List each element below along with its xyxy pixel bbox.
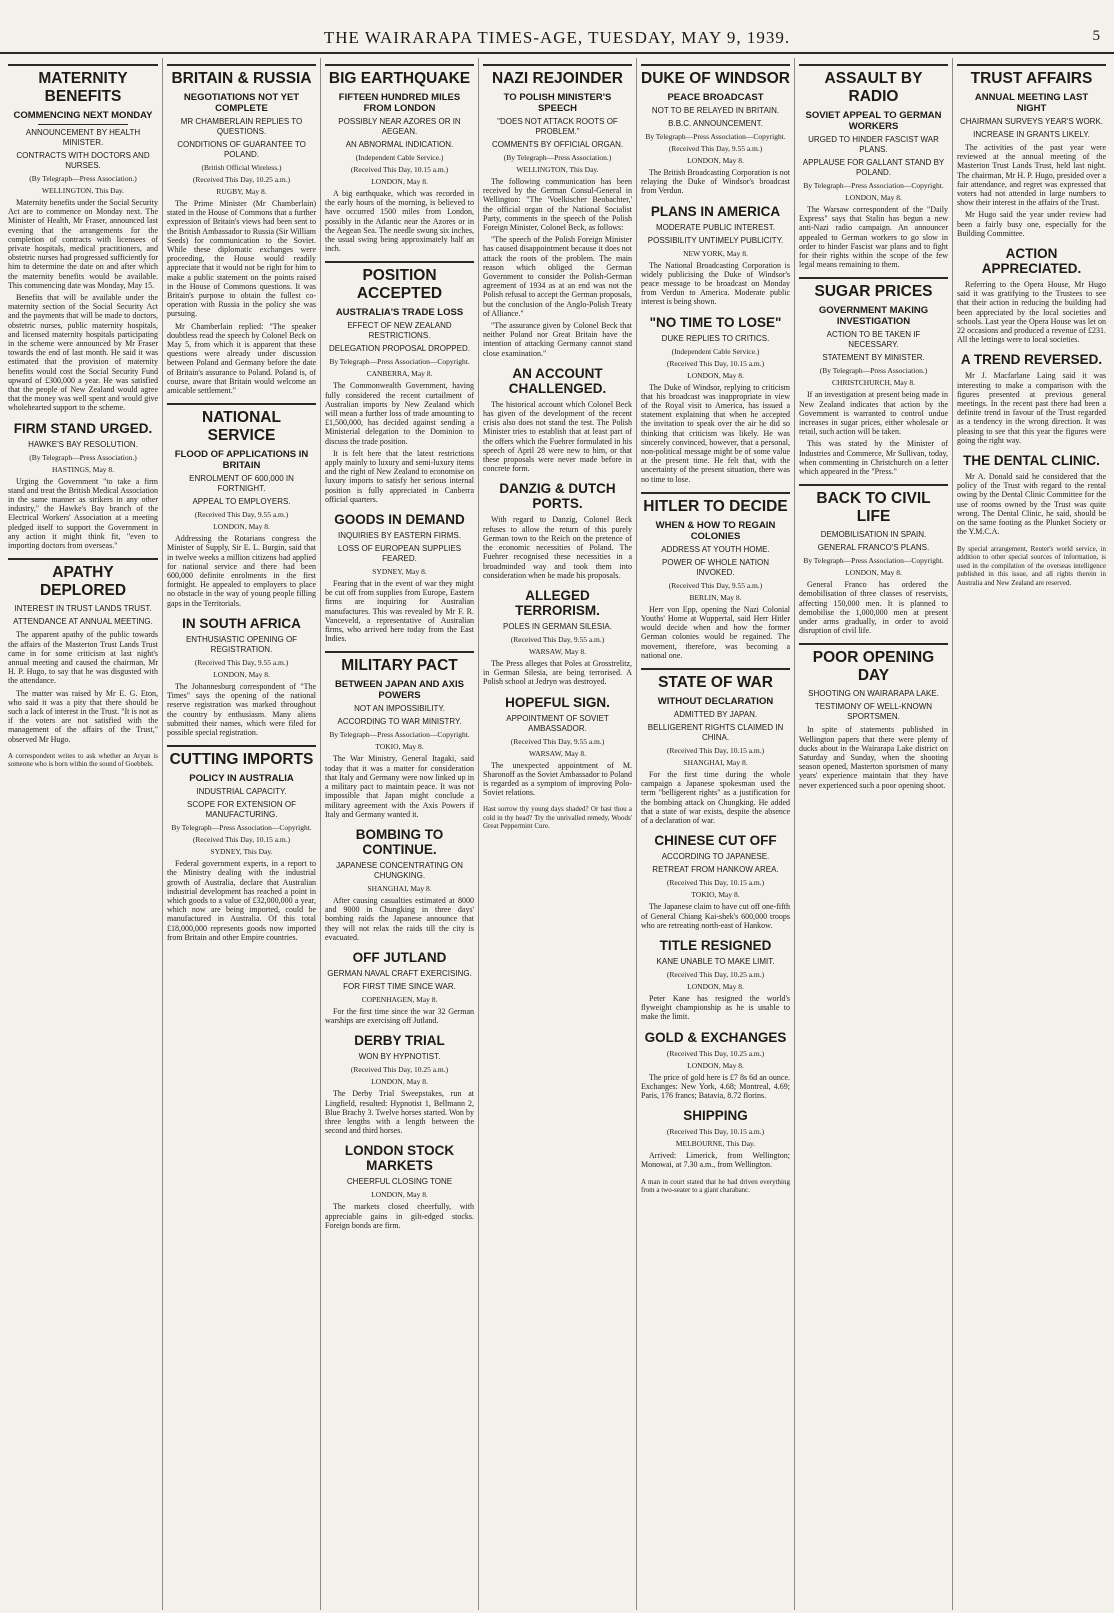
body-paragraph: The markets closed cheerfully, with appreciable gains in gilt-edged stocks. Foreign bonds are firm. bbox=[325, 1202, 474, 1230]
column-2 bbox=[162, 58, 320, 1610]
credit-line: By Telegraph—Press Association—Copyright. bbox=[329, 730, 470, 740]
headline: BRITAIN & RUSSIA bbox=[167, 64, 316, 88]
deck: PEACE BROADCAST bbox=[667, 92, 764, 103]
article-shipping bbox=[641, 1108, 790, 1169]
headline: BOMBING TO CONTINUE. bbox=[355, 826, 444, 857]
deck: ACTION TO BE TAKEN IF NECESSARY. bbox=[826, 330, 921, 350]
deck: EFFECT OF NEW ZEALAND RESTRICTIONS. bbox=[347, 321, 452, 341]
article-maternity-benefits bbox=[8, 64, 158, 413]
headline: SHIPPING bbox=[683, 1108, 748, 1124]
body-paragraph: The Derby Trial Sweepstakes, run at Lingfield, resulted: Hypnotist 1, Bellmann 2, Blue Brachy 3. Twelve horses started. Won by three lengths with a length between the second and third horses. bbox=[325, 1089, 474, 1136]
deck: NEGOTIATIONS NOT YET COMPLETE bbox=[183, 92, 300, 114]
deck: STATEMENT BY MINISTER. bbox=[822, 353, 925, 363]
deck: SCOPE FOR EXTENSION OF MANUFACTURING. bbox=[187, 800, 296, 820]
headline: MILITARY PACT bbox=[325, 651, 474, 675]
body-paragraph: Addressing the Rotarians congress the Minister of Supply, Sir E. L. Burgin, said that in twelve weeks a million citizens had applied for national service and there had been 600,000 definite enrolments in the first fortnight. He appealed to employers to place no obstacle in the way of young people filling gaps in the Territorials. bbox=[167, 534, 316, 608]
dateline: LONDON, May 8. bbox=[687, 1060, 744, 1070]
deck: CONDITIONS OF GUARANTEE TO POLAND. bbox=[177, 140, 306, 159]
body-paragraph: The Warsaw correspondent of the "Daily Express" says that Stalin has begun a new anti-Nazi radio campaign. An announcer appealed to German workers to go slow in order to hinder Fascist war plans and to fight for their rights within the scope of the few legal means remaining to them. bbox=[799, 205, 948, 270]
headline: ACTION APPRECIATED. bbox=[981, 246, 1082, 277]
deck: JAPANESE CONCENTRATING ON CHUNGKING. bbox=[336, 860, 463, 880]
body-paragraph: The War Ministry, General Itagaki, said today that it was a matter for consideration that Italy and Germany were now linked up in a military pact to maintain peace. It was not impossible that Japan might conclude a military agreement with the Axis Powers if Italy and Germany wanted it. bbox=[325, 754, 474, 819]
headline: ASSAULT BY RADIO bbox=[799, 64, 948, 106]
divider bbox=[38, 124, 128, 125]
credit-line: (By Telegraph—Press Association.) bbox=[29, 174, 137, 183]
body-paragraph: The apparent apathy of the public towards the affairs of the Masterton Trust Lands Trust came in for some criticism at last night's annual meeting and caused the chairman, Mr H. P. Hugo, to say that he was disgusted with the attendance. bbox=[8, 630, 158, 686]
body-paragraph: After causing casualties estimated at 8000 and 9000 in Chungking in three days' bombing raids the Japanese announce that they will not relax the raids till the city is evacuated. bbox=[325, 895, 474, 942]
deck: FIFTEEN HUNDRED MILES FROM LONDON bbox=[338, 92, 461, 114]
article-goods-in-demand bbox=[325, 512, 474, 643]
column-1 bbox=[4, 58, 162, 1610]
body-paragraph: "The speech of the Polish Foreign Minister has caused disappointment because it does not attack the roots of the problem. The main reason which obliged the German Government to consider the Polish-German agreement of 1934 as at an end was not the Polish refusal to accept the German proposals, but the conclusion of the Anglo-Polish Treaty of Alliance." bbox=[483, 235, 632, 318]
article-nazi-rejoinder bbox=[483, 64, 632, 358]
deck: HAWKE'S BAY RESOLUTION. bbox=[28, 439, 138, 449]
article-national-service bbox=[167, 403, 316, 608]
deck: NOT AN IMPOSSIBILITY. bbox=[354, 704, 445, 714]
headline: OFF JUTLAND bbox=[352, 949, 447, 965]
headline: FIRM STAND URGED. bbox=[13, 420, 153, 436]
article-plans-in-america bbox=[641, 204, 790, 307]
article-state-of-war bbox=[641, 668, 790, 825]
received-line: (Received This Day, 10.15 a.m.) bbox=[350, 165, 449, 174]
deck: FOR FIRST TIME SINCE WAR. bbox=[343, 981, 456, 991]
headline: HITLER TO DECIDE bbox=[641, 492, 790, 516]
received-line: (Received This Day, 10.25 a.m.) bbox=[666, 1048, 765, 1058]
masthead bbox=[0, 0, 1114, 54]
credit-line: (By Telegraph—Press Association.) bbox=[503, 153, 612, 162]
credit-line: (British Official Wireless.) bbox=[201, 163, 282, 172]
deck: INDUSTRIAL CAPACITY. bbox=[196, 787, 287, 797]
article-chinese-cut-off bbox=[641, 833, 790, 930]
column-7 bbox=[952, 58, 1110, 1610]
deck: GENERAL FRANCO'S PLANS. bbox=[817, 543, 930, 553]
dateline: NEW YORK, May 8. bbox=[683, 248, 748, 258]
article-in-south-africa bbox=[167, 616, 316, 737]
deck: DUKE REPLIES TO CRITICS. bbox=[661, 333, 770, 343]
masthead-title: THE WAIRARAPA TIMES-AGE, TUESDAY, MAY 9, 1939. bbox=[323, 28, 791, 47]
body-paragraph: The historical account which Colonel Beck has given of the development of the recent crisis also does not stand the test. The Polish Minister tries to establish that at least part of the offers which the Fuehrer formulated in his speech of April 28 were new to him, or that these proposals were never made before in concrete form. bbox=[483, 399, 632, 474]
dateline: SYDNEY, This Day. bbox=[210, 847, 273, 857]
headline: HOPEFUL SIGN. bbox=[505, 694, 610, 710]
body-paragraph: The Johannesburg correspondent of "The Times" says the opening of the national reserve registration was marked throughout the country by enthusiasm. Many aliens submitted their names, which were filed for possible special registration. bbox=[167, 681, 316, 737]
headline: MATERNITY BENEFITS bbox=[8, 64, 158, 106]
deck: GERMAN NAVAL CRAFT EXERCISING. bbox=[327, 968, 472, 978]
credit-line: By Telegraph—Press Association—Copyright. bbox=[329, 357, 470, 367]
article-bombing-to-continue bbox=[325, 827, 474, 942]
body-paragraph: In spite of statements published in Wellington papers that there were plenty of ducks about in the Wairarapa Lake district on Saturday and Sunday, when the shooting season opened, Masterton sportsmen of many years' experience maintain that they have never experienced such a poor opening shoot. bbox=[799, 725, 948, 790]
received-line: (Received This Day, 10.25 a.m.) bbox=[350, 1065, 449, 1075]
dateline: HASTINGS, May 8. bbox=[51, 464, 115, 474]
received-line: (Received This Day, 10.15 a.m.) bbox=[666, 746, 765, 756]
article-trend-reversed bbox=[957, 352, 1106, 445]
deck: NOT TO BE RELAYED IN BRITAIN. bbox=[651, 106, 780, 115]
headline: STATE OF WAR bbox=[641, 668, 790, 692]
headline: ALLEGED TERRORISM. bbox=[515, 587, 600, 618]
article-dental-clinic bbox=[957, 453, 1106, 536]
body-paragraph: Federal government experts, in a report to the Ministry dealing with the industrial growth of Australia, declare that Australian industrial development has reached a point in which goods to a value of £32,000,000 a year, which now are being imported, could be manufactured in Australia. Of this total £18,000,000 represents goods now imported from Britain and other Empire countries. bbox=[167, 859, 316, 942]
article-trust-affairs bbox=[957, 64, 1106, 238]
deck: LOSS OF EUROPEAN SUPPLIES FEARED. bbox=[337, 544, 462, 564]
column-4 bbox=[478, 58, 636, 1610]
body-paragraph: The matter was raised by Mr E. G. Eton, who said it was a pity that there should be such a lack of interest in the Trust. "It is not as if the voters are not satisfied with the management of the affairs of the Trust," observed Mr Hugo. bbox=[8, 688, 158, 744]
deck: AN ABNORMAL INDICATION. bbox=[345, 140, 454, 149]
received-line: (Received This Day, 9.55 a.m.) bbox=[668, 580, 763, 590]
dateline: LONDON, May 8. bbox=[371, 1190, 428, 1200]
body-paragraph: Mr Chamberlain replied: "The speaker doubtless read the speech by Colonel Beck on May 5, from which it is apparent that these questions were already under discussion between Poland and Germany before the date of Britain's assurance to Poland. Poland is, of course, aware that Britain would welcome an amicable settlement." bbox=[167, 321, 316, 396]
deck: GOVERNMENT MAKING INVESTIGATION bbox=[818, 305, 929, 328]
headline: IN SOUTH AFRICA bbox=[182, 615, 301, 631]
credit-line: By Telegraph—Press Association—Copyright. bbox=[171, 823, 312, 833]
dateline: CANBERRA, May 8. bbox=[366, 369, 433, 379]
filler-paragraph: A man in court stated that he had driven everything from a two-seater to a giant charabanc. bbox=[641, 1177, 790, 1195]
deck: ANNOUNCEMENT BY HEALTH MINISTER. bbox=[25, 128, 141, 147]
body-paragraph: The activities of the past year were reviewed at the annual meeting of the Masterton Trust Lands Trust, held last night. The chairman, Mr H. P. Hugo, presided over a fair attendance, and regret was expressed that voters had not attended in large numbers to show their interest in the affairs of the Trust. bbox=[957, 143, 1106, 208]
body-paragraph: Referring to the Opera House, Mr Hugo said it was gratifying to the Trustees to see that their action in reducing the building had been appreciated by the local societies and schools. Last year the Opera House was let on 22 occasions and produced a revenue of £231. All the lettings were to local societies. bbox=[957, 280, 1106, 345]
article-firm-stand-urged bbox=[8, 421, 158, 551]
article-back-to-civil-life bbox=[799, 484, 948, 635]
article-sugar-prices bbox=[799, 277, 948, 476]
body-paragraph: Arrived: Limerick, from Wellington; Monowai, at 7.30 a.m., from Wellington. bbox=[641, 1151, 790, 1170]
body-paragraph: The Press alleges that Poles at Grosstrelitz, in German Silesia, are being terrorised. A Polish school at Jedryn was destroyed. bbox=[483, 658, 632, 687]
dateline: TOKIO, May 8. bbox=[691, 890, 740, 900]
article-london-stock-markets bbox=[325, 1143, 474, 1230]
article-big-earthquake bbox=[325, 64, 474, 253]
deck: ATTENDANCE AT ANNUAL MEETING. bbox=[13, 617, 153, 627]
dateline: LONDON, May 8. bbox=[213, 522, 270, 532]
headline: DUKE OF WINDSOR bbox=[641, 64, 790, 88]
column-6 bbox=[794, 58, 952, 1610]
deck: DELEGATION PROPOSAL DROPPED. bbox=[329, 344, 470, 354]
headline: SUGAR PRICES bbox=[799, 277, 948, 301]
deck: APPLAUSE FOR GALLANT STAND BY POLAND. bbox=[802, 158, 945, 177]
body-paragraph: The price of gold here is £7 8s 6d an ounce. Exchanges: New York, 4.68; Montreal, 4.69; Paris, 176 francs; Batavia, 8.72 florins. bbox=[641, 1072, 790, 1100]
headline: NATIONAL SERVICE bbox=[167, 403, 316, 445]
body-paragraph: If an investigation at present being made in New Zealand indicates that action by the Government is warranted to control undue increases in sugar prices, either wholesale or retail, such action will be taken. bbox=[799, 390, 948, 437]
deck: POLES IN GERMAN SILESIA. bbox=[503, 621, 612, 631]
article-danzig-dutch-ports bbox=[483, 481, 632, 579]
headline: "NO TIME TO LOSE" bbox=[649, 314, 782, 330]
received-line: (Received This Day, 9.55 a.m.) bbox=[194, 657, 289, 667]
deck: MODERATE PUBLIC INTEREST. bbox=[656, 222, 775, 232]
newspaper-columns bbox=[4, 58, 1110, 1610]
body-paragraph: For the first time since the war 32 German warships are exercising off Jutland. bbox=[325, 1006, 474, 1026]
article-derby-trial bbox=[325, 1033, 474, 1135]
dateline: LONDON, May 8. bbox=[687, 981, 744, 991]
body-paragraph: Mr J. Macfarlane Laing said it was interesting to make a comparison with the figures presented at previous general meetings. In the recent past there had been a definite trend in favour of the Trust regarded as a tendency in the wrong direction. It was pleasing to see that this year the figures were going the right way. bbox=[957, 371, 1106, 445]
body-paragraph: General Franco has ordered the demobilisation of three classes of reservists, affecting 150,000 men. It is planned to demobilise the 1,000,000 men at present under arms gradually, in order to avoid disruption of civil life. bbox=[799, 580, 948, 636]
headline: TITLE RESIGNED bbox=[659, 937, 772, 953]
body-paragraph: The Duke of Windsor, replying to criticism that his broadcast was inappropriate in view of the Royal visit to America, has issued a statement explaining that when he accepted the invitation to speak over the air he did so thinking that criticism was likely. He was sincerely convinced, however, that a personal, non-political message might be of some value at the present time. He felt that, with the uncertainty of the present situation, there was no time to lose. bbox=[641, 382, 790, 484]
received-line: (Received This Day, 10.15 a.m.) bbox=[666, 878, 765, 888]
deck: INCREASE IN GRANTS LIKELY. bbox=[973, 130, 1090, 139]
dateline: LONDON, May 8. bbox=[371, 1077, 428, 1087]
deck: CHAIRMAN SURVEYS YEAR'S WORK. bbox=[959, 117, 1104, 126]
dateline: LONDON, May 8. bbox=[687, 156, 744, 165]
article-account-challenged bbox=[483, 366, 632, 474]
dateline: WARSAW, May 8. bbox=[528, 748, 587, 758]
body-paragraph: The following communication has been received by the German Consul-General in Wellington: "The 'Voelkischer Beobachter,' the official organ of the National Socialist Party, comments in the speech of the Polish Foreign Minister, Colonel Beck, as follows: bbox=[483, 177, 632, 233]
dateline: LONDON, May 8. bbox=[213, 669, 270, 679]
deck: TO POLISH MINISTER'S SPEECH bbox=[503, 92, 612, 114]
deck: URGED TO HINDER FASCIST WAR PLANS. bbox=[808, 135, 939, 154]
headline: DERBY TRIAL bbox=[354, 1033, 445, 1049]
headline: POSITION ACCEPTED bbox=[325, 261, 474, 303]
headline: THE DENTAL CLINIC. bbox=[963, 453, 1100, 469]
received-line: (Received This Day, 9.55 a.m.) bbox=[194, 510, 289, 520]
deck: AUSTRALIA'S TRADE LOSS bbox=[335, 307, 464, 319]
dateline: COPENHAGEN, May 8. bbox=[361, 994, 438, 1004]
deck: CONTRACTS WITH DOCTORS AND NURSES. bbox=[16, 151, 150, 170]
body-paragraph: Peter Kane has resigned the world's flyweight championship as he is unable to make the limit. bbox=[641, 993, 790, 1022]
credit-line: (By Telegraph—Press Association.) bbox=[29, 452, 137, 462]
headline: POOR OPENING DAY bbox=[799, 643, 948, 685]
copyright-notice: By special arrangement, Reuter's world service, in addition to other special sources of information, is used in the compilation of the overseas intelligence published in this issue, and all rights therein in Australia and New Zealand are reserved. bbox=[957, 544, 1106, 587]
deck: "DOES NOT ATTACK ROOTS OF PROBLEM." bbox=[497, 117, 618, 136]
article-position-accepted bbox=[325, 261, 474, 504]
deck: ADMITTED BY JAPAN. bbox=[673, 710, 758, 720]
deck: CHEERFUL CLOSING TONE bbox=[346, 1177, 453, 1187]
received-line: (Received This Day, 9.55 a.m.) bbox=[510, 634, 605, 644]
received-line: (Received This Day, 9.55 a.m.) bbox=[510, 736, 605, 746]
deck: SHOOTING ON WAIRARAPA LAKE. bbox=[808, 689, 939, 699]
received-line: (Received This Day, 10.15 a.m.) bbox=[666, 1127, 765, 1137]
filler-paragraph: A correspondent writes to ask whether an Aryan is someone who is born within the sound of Goebbels. bbox=[8, 751, 158, 769]
deck: SOVIET APPEAL TO GERMAN WORKERS bbox=[805, 110, 942, 132]
advertisement-text: Hast sorrow thy young days shaded? Or hast thou a cold in thy head? Try the unrivalled remedy, Woods' Great Peppermint Cure. bbox=[483, 805, 632, 831]
article-gold-exchanges bbox=[641, 1030, 790, 1101]
article-alleged-terrorism bbox=[483, 588, 632, 687]
body-paragraph: The Prime Minister (Mr Chamberlain) stated in the House of Commons that a further expression of Britain's views had been sent to the British Ambassador to Russia (Sir William Seeds) for communication to the Soviet. While these diplomatic exchanges were proceeding, the House would readily appreciate that it would not be right for him to make a public statement on the points raised in the House of Commons questions. It was Britain's purpose to obtain the fullest co-operation with Russia in the policy she was pursuing. bbox=[167, 199, 316, 319]
dateline: BERLIN, May 8. bbox=[689, 592, 742, 602]
headline: LONDON STOCK MARKETS bbox=[344, 1143, 455, 1174]
dateline: SHANGHAI, May 8. bbox=[683, 758, 748, 768]
dateline: WELLINGTON, This Day. bbox=[41, 186, 125, 195]
deck: POWER OF WHOLE NATION INVOKED. bbox=[662, 557, 769, 577]
deck: COMMENCING NEXT MONDAY bbox=[13, 110, 153, 121]
article-assault-by-radio bbox=[799, 64, 948, 269]
body-paragraph: The unexpected appointment of M. Sharonoff as the Soviet Ambassador to Poland is regarded as a symptom of improving Polo-Soviet relations. bbox=[483, 760, 632, 798]
credit-line: By Telegraph—Press Association—Copyright. bbox=[645, 132, 786, 141]
headline: A TREND REVERSED. bbox=[960, 352, 1103, 368]
deck: ENROLMENT OF 600,000 IN FORTNIGHT. bbox=[189, 474, 294, 494]
body-paragraph: Herr von Epp, opening the Nazi Colonial Youths' Home at Wuppertal, said Herr Hitler would decide when and how the former German colonies would be regained. The movement, therefore, was becoming a national one. bbox=[641, 604, 790, 660]
headline: BIG EARTHQUAKE bbox=[325, 64, 474, 88]
deck: ADDRESS AT YOUTH HOME. bbox=[661, 544, 770, 554]
credit-line: By Telegraph—Press Association—Copyright. bbox=[803, 181, 944, 190]
body-paragraph: The National Broadcasting Corporation is widely publicising the Duke of Windsor's peace message to be broadcast on Monday from Verdun to America. Moderate public interest is being shown. bbox=[641, 260, 790, 307]
credit-line: By Telegraph—Press Association—Copyright. bbox=[803, 556, 944, 566]
body-paragraph: For the first time during the whole campaign a Japanese spokesman used the term "belligerent rights" as a justification for the bombing attack on Chungking. He added that a state of war exists, despite the absence of a declaration of war. bbox=[641, 770, 790, 826]
deck: WON BY HYPNOTIST. bbox=[358, 1052, 441, 1062]
body-paragraph: Benefits that will be available under the maternity section of the Social Security Act and the payments that will be made to doctors, obstetric nurses, public maternity hospitals, and licensed maternity hospitals participating in the scheme were announced by Mr Fraser towards the end of last month. He said it was estimated that the provision of maternity benefits would cost the Social Security Fund upward of £300,000 a year. He was satisfied that the people of New Zealand would agree that the money was well spent and would give wholehearted support to the scheme. bbox=[8, 293, 158, 413]
headline: CUTTING IMPORTS bbox=[167, 745, 316, 769]
article-cutting-imports bbox=[167, 745, 316, 942]
deck: APPOINTMENT OF SOVIET AMBASSADOR. bbox=[506, 713, 609, 733]
deck: ACCORDING TO WAR MINISTRY. bbox=[337, 717, 462, 727]
body-paragraph: Fearing that in the event of war they might be cut off from supplies from Europe, Eastern firms are inquiring for Australian manufactures. This was revealed by Mr F. R. Vanceveld, a representative of Australian firms, who arrived here today from the East Indies. bbox=[325, 579, 474, 644]
received-line: (Received This Day, 10.15 a.m.) bbox=[666, 358, 765, 368]
deck: WITHOUT DECLARATION bbox=[657, 696, 774, 708]
body-paragraph: The Commonwealth Government, having fully considered the recent curtailment of Australian imports by New Zealand which will mean a further loss of trade amounting to £1,500,000, has decided against sending a Ministerial delegation to the Dominion to discuss the trade position. bbox=[325, 381, 474, 446]
deck: ENTHUSIASTIC OPENING OF REGISTRATION. bbox=[185, 634, 298, 654]
credit-line: (Independent Cable Service.) bbox=[355, 153, 444, 162]
page-number: 5 bbox=[1092, 28, 1100, 44]
deck: MR CHAMBERLAIN REPLIES TO QUESTIONS. bbox=[180, 117, 303, 136]
deck: ANNUAL MEETING LAST NIGHT bbox=[974, 92, 1089, 114]
headline: PLANS IN AMERICA bbox=[650, 203, 781, 219]
column-3 bbox=[320, 58, 478, 1610]
headline: TRUST AFFAIRS bbox=[957, 64, 1106, 88]
article-apathy-deplored bbox=[8, 558, 158, 743]
article-no-time-to-lose bbox=[641, 315, 790, 484]
dateline: LONDON, May 8. bbox=[845, 568, 902, 578]
received-line: (Received This Day, 10.25 a.m.) bbox=[666, 969, 765, 979]
article-military-pact bbox=[325, 651, 474, 818]
body-paragraph: Mr Hugo said the year under review had been a fairly busy one, especially for the Building Committee. bbox=[957, 210, 1106, 238]
dateline: LONDON, May 8. bbox=[371, 177, 428, 186]
body-paragraph: Maternity benefits under the Social Security Act are to commence on Monday next. The Minister of Health, Mr Fraser, announced last evening that the arrangements for the completion of contracts with licensees of private hospitals, medical practitioners, and obstetric nurses had progressed sufficiently for him to determine the date on and after which the maternity benefits would be available. This commencing date was Monday, May 15. bbox=[8, 198, 158, 290]
deck: POSSIBLY NEAR AZORES OR IN AEGEAN. bbox=[338, 117, 461, 136]
dateline: SHANGHAI, May 8. bbox=[367, 883, 432, 893]
headline: CHINESE CUT OFF bbox=[654, 833, 777, 849]
body-paragraph: The Japanese claim to have cut off one-fifth of General Chiang Kai-shek's 600,000 troops who are retreating north-east of Hankow. bbox=[641, 902, 790, 930]
deck: COMMENTS BY OFFICIAL ORGAN. bbox=[491, 140, 624, 149]
dateline: TOKIO, May 8. bbox=[375, 742, 424, 752]
headline: AN ACCOUNT CHALLENGED. bbox=[508, 365, 607, 396]
deck: POLICY IN AUSTRALIA bbox=[189, 773, 294, 785]
deck: TESTIMONY OF WELL-KNOWN SPORTSMEN. bbox=[814, 702, 933, 722]
deck: POSSIBILITY UNTIMELY PUBLICITY. bbox=[647, 235, 784, 245]
headline: APATHY DEPLORED bbox=[8, 558, 158, 600]
deck: BELLIGERENT RIGHTS CLAIMED IN CHINA. bbox=[647, 723, 784, 743]
deck: INQUIRIES BY EASTERN FIRMS. bbox=[338, 531, 461, 541]
received-line: (Received This Day, 9.55 a.m.) bbox=[668, 144, 763, 153]
body-paragraph: A big earthquake, which was recorded in the early hours of the morning, is believed to have occurred 1500 miles from London, possibly in the Atlantic near the Azores or in the Aegean Sea. The needle swung six inches, the usual swing being approximately half an inch. bbox=[325, 189, 474, 254]
article-off-jutland bbox=[325, 950, 474, 1025]
deck: ACCORDING TO JAPANESE. bbox=[661, 852, 770, 862]
deck: APPEAL TO EMPLOYERS. bbox=[192, 497, 291, 507]
dateline: SYDNEY, May 8. bbox=[372, 567, 427, 577]
article-title-resigned bbox=[641, 938, 790, 1022]
deck: B.B.C. ANNOUNCEMENT. bbox=[668, 119, 763, 128]
deck: DEMOBILISATION IN SPAIN. bbox=[820, 530, 927, 540]
headline: DANZIG & DUTCH PORTS. bbox=[499, 481, 616, 512]
headline: NAZI REJOINDER bbox=[483, 64, 632, 88]
headline: GOODS IN DEMAND bbox=[334, 512, 465, 528]
dateline: WELLINGTON, This Day. bbox=[516, 165, 599, 174]
body-paragraph: "The assurance given by Colonel Beck that neither Poland nor Great Britain have the intention of attacking Germany cannot stand close examination." bbox=[483, 321, 632, 358]
headline: BACK TO CIVIL LIFE bbox=[799, 484, 948, 526]
article-duke-of-windsor bbox=[641, 64, 790, 196]
deck: WHEN & HOW TO REGAIN COLONIES bbox=[655, 519, 776, 542]
body-paragraph: The British Broadcasting Corporation is not relaying the Duke of Windsor's broadcast from Verdun. bbox=[641, 168, 790, 196]
deck: RETREAT FROM HANKOW AREA. bbox=[652, 865, 779, 875]
deck: INTEREST IN TRUST LANDS TRUST. bbox=[14, 604, 152, 614]
article-hitler-to-decide bbox=[641, 492, 790, 660]
dateline: WARSAW, May 8. bbox=[528, 646, 587, 656]
body-paragraph: Urging the Government "to take a firm stand and treat the British Medical Association in the same manner as strikers in any other industry," the Hawke's Bay branch of the Electrical Workers' Association at a meeting pledged itself to support the Government in any action it might think fit, "even to importing doctors from overseas." bbox=[8, 476, 158, 551]
deck: FLOOD OF APPLICATIONS IN BRITAIN bbox=[174, 449, 309, 472]
credit-line: (Independent Cable Service.) bbox=[671, 346, 760, 356]
dateline: CHRISTCHURCH, May 8. bbox=[832, 378, 915, 388]
dateline: LONDON, May 8. bbox=[845, 193, 902, 202]
dateline: RUGBY, May 8. bbox=[216, 187, 267, 196]
dateline: MELBOURNE, This Day. bbox=[675, 1139, 756, 1149]
dateline: LONDON, May 8. bbox=[687, 370, 744, 380]
deck: BETWEEN JAPAN AND AXIS POWERS bbox=[335, 679, 464, 702]
received-line: (Received This Day, 10.15 a.m.) bbox=[192, 835, 291, 845]
article-action-appreciated bbox=[957, 246, 1106, 344]
deck: KANE UNABLE TO MAKE LIMIT. bbox=[656, 956, 775, 966]
body-paragraph: With regard to Danzig, Colonel Beck refuses to allow the return of this purely German town to the Reich on the pretence of the economic necessities of Poland. The Fuehrer recognised these necessities in a broadminded way and took them into consideration when he made his proposals. bbox=[483, 515, 632, 580]
article-poor-opening-day bbox=[799, 643, 948, 789]
received-line: (Received This Day, 10.25 a.m.) bbox=[192, 175, 291, 184]
headline: GOLD & EXCHANGES bbox=[644, 1029, 787, 1045]
body-paragraph: This was stated by the Minister of Industries and Commerce, Mr Sullivan, today, when commenting in Christchurch on a letter which appeared in the "Press." bbox=[799, 439, 948, 477]
body-paragraph: Mr A. Donald said he considered that the policy of the Trust with regard to the rental owing by the Dental Clinic Committee for the use of rooms owned by the Trust was quite wrong. The Dental Clinic, he said, should be on the same footing as the Plunket Society or the Y.M.C.A. bbox=[957, 472, 1106, 537]
body-paragraph: It is felt here that the latest restrictions apply mainly to luxury and semi-luxury items and the right of New Zealand to economise on luxury imports to satisfy her serious internal position is fully appreciated in Canberra official quarters. bbox=[325, 448, 474, 504]
column-5 bbox=[636, 58, 794, 1610]
article-britain-russia bbox=[167, 64, 316, 395]
credit-line: (By Telegraph—Press Association.) bbox=[819, 366, 928, 376]
article-hopeful-sign bbox=[483, 695, 632, 798]
